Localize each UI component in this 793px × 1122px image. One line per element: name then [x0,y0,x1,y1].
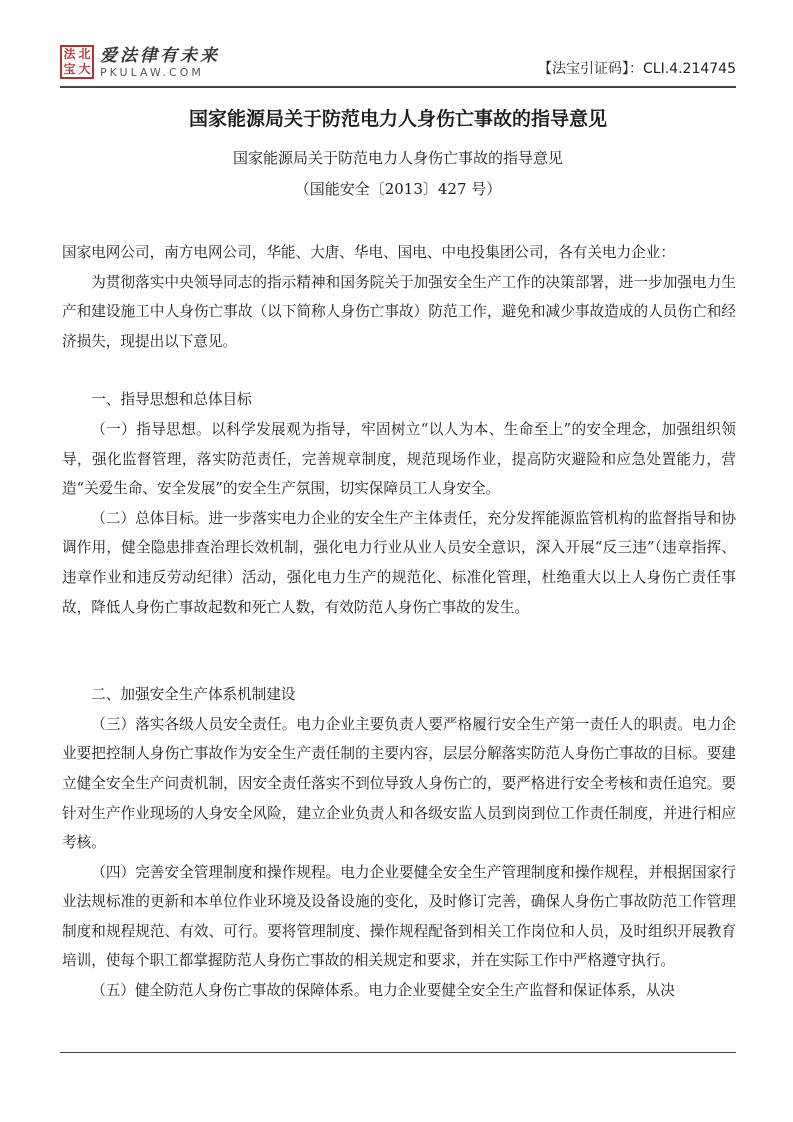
seal-char: 法 [63,47,76,61]
footer-divider [60,1052,736,1053]
citation-code: 【法宝引证码】：CLI.4.214745 [538,61,736,77]
header-divider [60,86,736,88]
paragraph-item-5: （五）健全防范人身伤亡事故的保障体系。电力企业要健全安全生产监督和保证体系，从决 [91,982,675,1000]
paragraph-item-1: （一）指导思想。以科学发展观为指导，牢固树立“以人为本、生命至上”的安全理念，加强组织领导，强化监督管理，落实防范责任，完善规章制度，规范现场作业，提高防灾避险和应急处置能力，营造“关爱生命、安全发展”的安全生产氛围，切实保障员工人身安全。 [62,420,736,498]
document-body [62,238,736,1006]
paragraph-item-4: （四）完善安全管理制度和操作规程。电力企业要健全安全生产管理制度和操作规程，并根据国家行业法规标准的更新和本单位作业环境及设备设施的变化，及时修订完善，确保人身伤亡事故防范工作管理制度和规程规范、有效、可行。要将管理制度、操作规程配备到相关工作岗位和人员，及时组织开展教育培训，使每个职工都掌握防范人身伤亡事故的相关规定和要求，并在实际工作中严格遵守执行。 [62,863,736,970]
section-heading-1: 一、指导思想和总体目标 [91,391,252,409]
document-title: 国家能源局关于防范电力人身伤亡事故的指导意见 [188,108,607,130]
pkulaw-logo [60,42,220,82]
section-heading-2: 二、加强安全生产体系机制建设 [91,686,296,704]
logo-text [100,46,220,79]
document-number: （国能安全〔2013〕427 号） [294,180,502,198]
seal-char: 北 [78,47,91,61]
document-subtitle: 国家能源局关于防范电力人身伤亡事故的指导意见 [232,149,563,167]
addressee: 国家电网公司，南方电网公司，华能、大唐、华电、国电、中电投集团公司，各有关电力企业： [62,244,675,261]
seal-char: 宝 [63,62,76,76]
page-header [60,40,736,84]
paragraph-item-2: （二）总体目标。进一步落实电力企业的安全生产主体责任，充分发挥能源监管机构的监督指导和协调作用，健全隐患排查治理长效机制，强化电力行业从业人员安全意识，深入开展“反三违”（违章指挥、违章作业和违反劳动纪律）活动，强化电力生产的规范化、标准化管理，杜绝重大以上人身伤亡责任事故，降低人身伤亡事故起数和死亡人数，有效防范人身伤亡事故的发生。 [62,509,736,616]
logo-slogan: 爱法律有未来 [100,45,220,66]
intro-paragraph: 为贯彻落实中央领导同志的指示精神和国务院关于加强安全生产工作的决策部署，进一步加强电力生产和建设施工中人身伤亡事故（以下简称人身伤亡事故）防范工作，避免和减少事故造成的人员伤亡和经济损失，现提出以下意见。 [62,273,736,350]
seal-icon [60,45,94,79]
paragraph-item-3: （三）落实各级人员安全责任。电力企业主要负责人要严格履行安全生产第一责任人的职责。电力企业要把控制人身伤亡事故作为安全生产责任制的主要内容，层层分解落实防范人身伤亡事故的目标。要建立健全安全生产问责机制，因安全责任落实不到位导致人身伤亡的，要严格进行安全考核和责任追究。要针对生产作业现场的人身安全风险，建立企业负责人和各级安监人员到岗到位工作责任制度，并进行相应考核。 [62,715,736,852]
logo-domain: PKULAW.COM [100,65,204,79]
seal-char: 大 [78,62,91,76]
